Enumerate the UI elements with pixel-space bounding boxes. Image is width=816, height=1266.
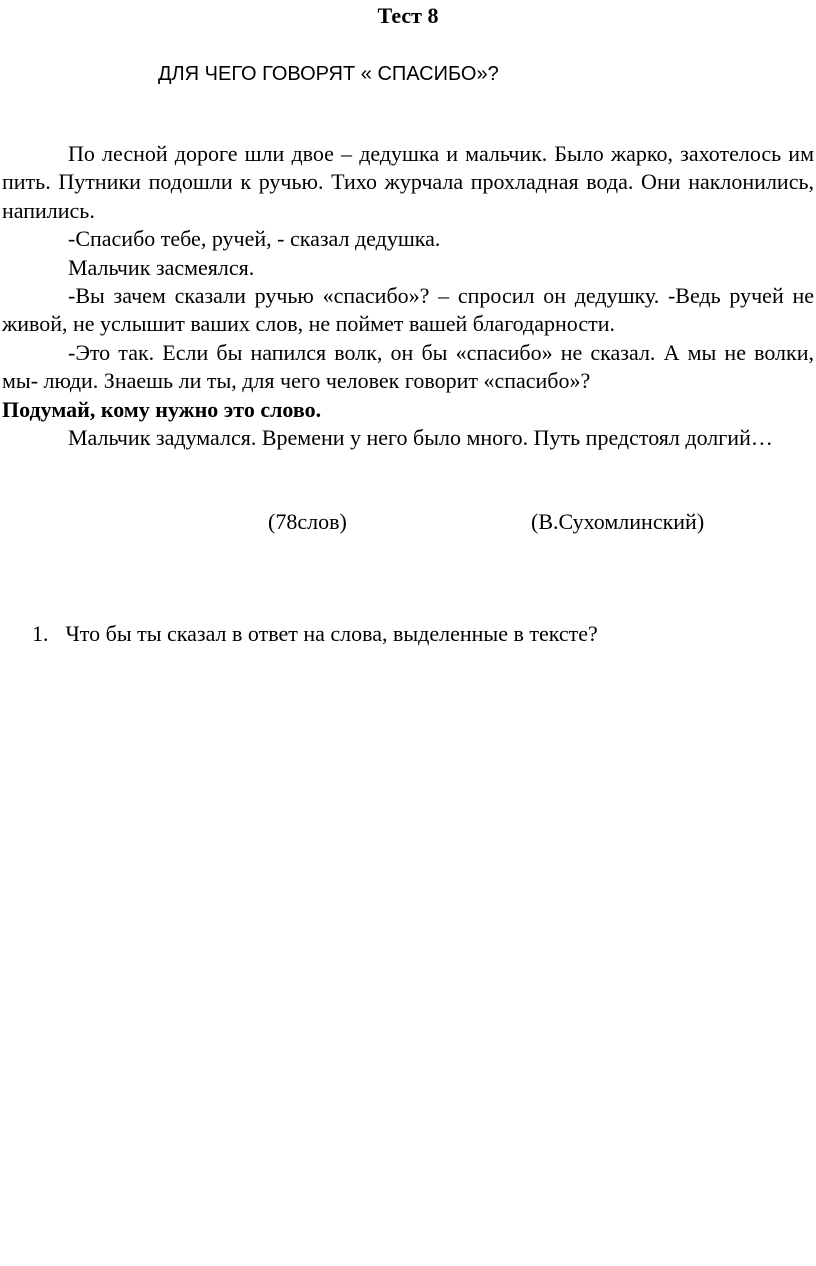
paragraph: Мальчик задумался. Времени у него было много. Путь предстоял долгий…	[68, 425, 773, 451]
question-number: 1.	[32, 621, 49, 646]
paragraph: -Это так. Если бы напился волк, он бы «спасибо» не сказал. А мы не волки, мы- люди. Знаешь ли ты, для чего человек говорит «спасибо»?	[2, 339, 814, 394]
paragraph: По лесной дороге шли двое – дедушка и мальчик. Было жарко, захотелось им пить. Путники подошли к ручью. Тихо журчала прохладная вода. Они наклонились, напились.	[2, 141, 814, 223]
author: (В.Сухомлинский)	[531, 509, 705, 534]
question-item	[32, 620, 598, 648]
paragraph: Мальчик засмеялся.	[68, 254, 255, 280]
story-text	[2, 140, 814, 452]
story-heading: ДЛЯ ЧЕГО ГОВОРЯТ « СПАСИБО»?	[158, 63, 499, 85]
test-title: Тест 8	[377, 3, 439, 28]
word-count: (78слов)	[268, 509, 347, 534]
paragraph: -Вы зачем сказали ручью «спасибо»? – спросил он дедушку. -Ведь ручей не живой, не услышит ваших слов, не поймет вашей благодарности.	[2, 283, 814, 337]
paragraph: -Спасибо тебе, ручей, - сказал дедушка.	[68, 226, 441, 252]
highlighted-phrase: Подумай, кому нужно это слово.	[2, 396, 322, 422]
question-text: Что бы ты сказал в ответ на слова, выделенные в тексте?	[65, 621, 598, 646]
